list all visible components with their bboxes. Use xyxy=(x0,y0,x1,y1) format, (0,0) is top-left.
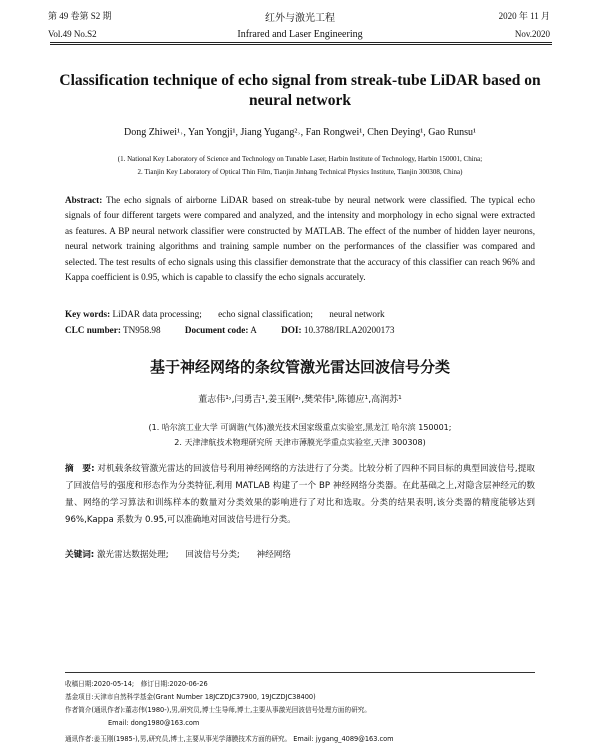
doi-value: 10.3788/IRLA20200173 xyxy=(303,325,395,335)
abstract-zh-text: 对机载条纹管激光雷达的回波信号利用神经网络的方法进行了分类。比较分析了四种不同目标的典型回波信号,提取了回波信号的强度和形态作为分类特征,利用 MATLAB 构建了一个 BP 神经网络分类器。在此基础之上,对隐含层神经元的数量、网络的学习算法和训练样本的数量对分类效果的影响进行了对比和选取。分类的结果表明,该分类器的精度能够达到 96%,Kappa 系数为 0.95,可以准确地对回波信号进行分类。 xyxy=(65,464,536,525)
abstract-zh-label: 摘 要: xyxy=(65,464,95,474)
clc-label: CLC number: xyxy=(65,325,121,335)
keyword-en-3: neural network xyxy=(329,309,385,319)
affiliation-zh-2: 2. 天津津航技术物理研究所 天津市薄膜光学重点实验室,天津 300308) xyxy=(174,438,426,447)
paper-title-zh: 基于神经网络的条纹管激光雷达回波信号分类 xyxy=(149,358,450,376)
keyword-zh-3: 神经网络 xyxy=(256,550,291,560)
keyword-zh-2: 回波信号分类; xyxy=(185,550,240,560)
authors-zh: 董志伟¹˒,闫勇吉¹,姜玉刚²˒,樊荣伟¹,陈德应¹,高润苏¹ xyxy=(198,395,402,405)
authors-en: Dong Zhiwei¹˒, Yan Yongji¹, Jiang Yugang²˒, Fan Rongwei¹, Chen Deying¹, Gao Runsu¹ xyxy=(123,127,477,138)
header-rule xyxy=(50,42,552,43)
footnote-corresponding: 通讯作者:姜玉刚(1985-),男,研究员,博士,主要从事光学薄膜技术方面的研究。 Email: jygang_4089@163.com xyxy=(65,735,394,743)
footnote-received: 收稿日期:2020-05-14; 修订日期:2020-06-26 xyxy=(65,680,208,688)
footnote-rule xyxy=(65,672,535,673)
abstract-en xyxy=(65,193,535,285)
keywords-en-label: Key words: xyxy=(65,309,111,319)
affiliation-zh-1: (1. 哈尔滨工业大学 可调谐(气体)激光技术国家级重点实验室,黑龙江 哈尔滨 150001; xyxy=(148,423,452,432)
abstract-zh xyxy=(65,461,535,529)
doc-code-label: Document code: xyxy=(184,325,249,335)
footnote-funding: 基金项目:天津市自然科学基金(Grant Number 18JCZDJC37900, 19JCZDJC38400) xyxy=(65,693,316,701)
keywords-en xyxy=(65,309,535,319)
classification-codes xyxy=(65,325,535,335)
abstract-en-label: Abstract: xyxy=(65,195,103,205)
affiliation-en-2: 2. Tianjin Key Laboratory of Optical Thin Film, Tianjin Jinhang Technical Physics Institute, Tianjin 300308, China) xyxy=(137,168,463,176)
running-header-date-en: Nov.2020 xyxy=(514,29,550,39)
keyword-zh-1: 激光雷达数据处理; xyxy=(96,550,169,560)
running-header-issue: 第 49 卷第 S2 期 xyxy=(48,11,112,21)
affiliation-en-1: (1. National Key Laboratory of Science and Technology on Tunable Laser, Harbin Institute of Technology, Harbin 150001, China; xyxy=(117,155,483,163)
running-header-journal-en: Infrared and Laser Engineering xyxy=(237,29,363,40)
running-header-volume: Vol.49 No.S2 xyxy=(48,29,97,39)
doc-code-value: A xyxy=(250,325,257,335)
keywords-zh-label: 关键词: xyxy=(65,550,95,560)
keywords-zh xyxy=(65,548,535,560)
abstract-en-text: The echo signals of airborne LiDAR based on streak-tube by neural network were classified. The typical echo signals of four different targets were compared and analyzed, and the intensity and morphology in echo signal were extracted as features. A BP neural network classifier were constructed by MATLAB. The effect of the number of hidden layer neurons, neural network training algorithms and training sample number on the performances of the classifier was compared and selected. The test results of echo signals using this classifier demonstrate that the accuracy of this classifier can reach 96% and Kappa coefficient is 0.95, which is capable to classify the echo signals accurately. xyxy=(65,195,535,283)
keyword-en-2: echo signal classification; xyxy=(218,309,313,319)
running-header-date-zh: 2020 年 11 月 xyxy=(498,11,550,21)
footnote-author-email: Email: dong1980@163.com xyxy=(108,719,200,727)
header-rule-double xyxy=(50,44,552,45)
running-header-journal-zh: 红外与激光工程 xyxy=(265,13,335,24)
doi-label: DOI: xyxy=(281,325,302,335)
affiliations-en xyxy=(40,153,560,179)
paper-title-en: Classification technique of echo signal from streak-tube LiDAR based on neural network xyxy=(59,72,541,109)
clc-value: TN958.98 xyxy=(123,325,161,335)
keyword-en-1: LiDAR data processing; xyxy=(112,309,202,319)
footnote-author-bio: 作者简介(通讯作者):董志伟(1980-),男,研究员,博士生导师,博士,主要从事激光回波信号处理方面的研究。 xyxy=(65,706,371,714)
affiliations-zh xyxy=(40,420,560,450)
